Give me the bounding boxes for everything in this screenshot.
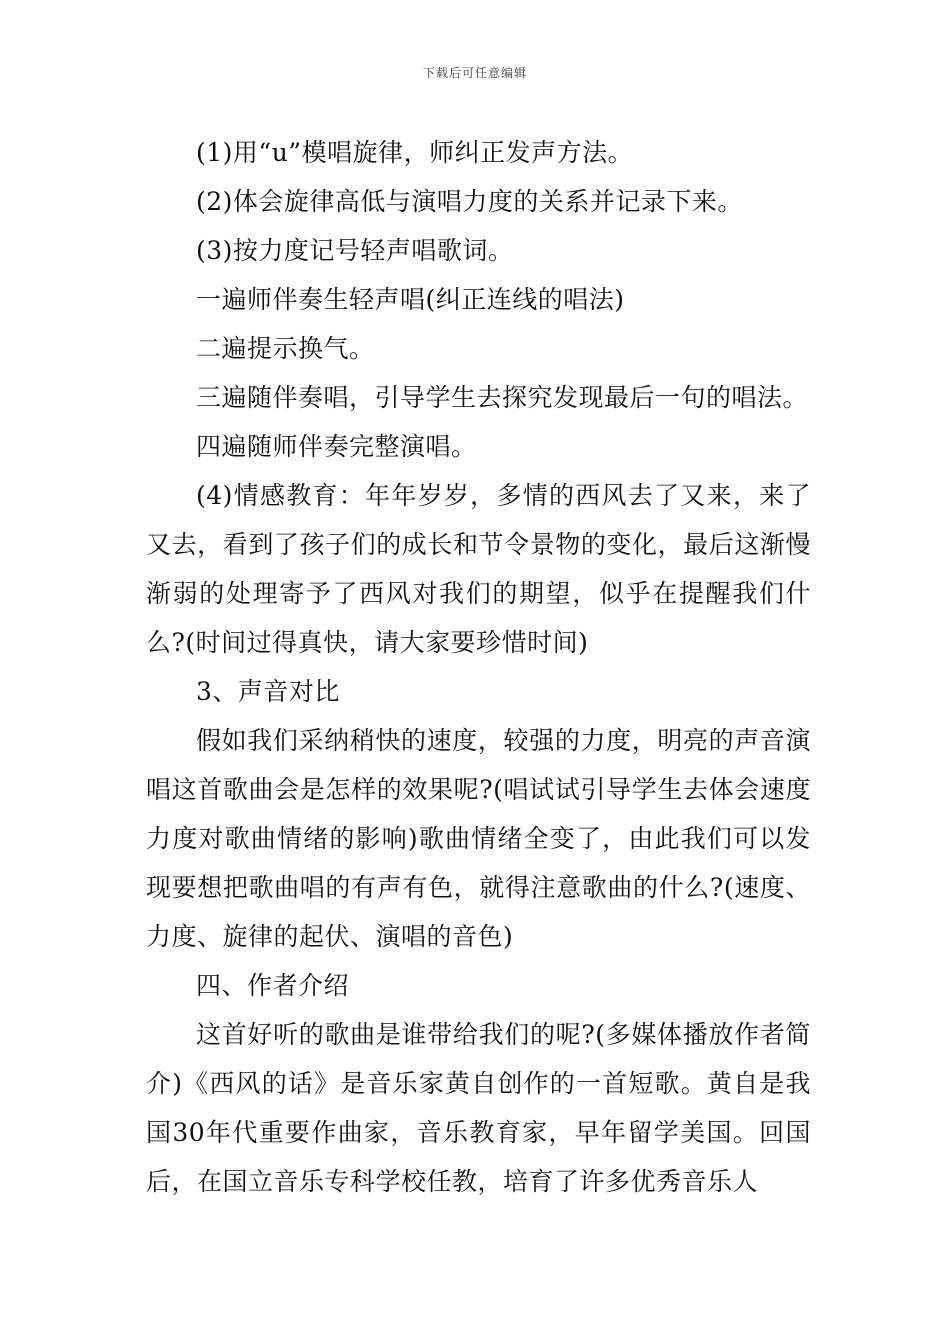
paragraph-first-pass: 一遍师伴奏生轻声唱(纠正连线的唱法): [196, 285, 625, 314]
paragraph-second-pass: 二遍提示换气。: [196, 334, 375, 363]
paragraph-third-pass: 三遍随伴奏唱，引导学生去探究发现最后一句的唱法。: [196, 383, 809, 412]
paragraph-sound-contrast: 假如我们采纳稍快的速度，较强的力度，明亮的声音演唱这首歌曲会是怎样的效果呢?(唱试试引导学生去体会速度力度对歌曲情绪的影响)歌曲情绪全变了，由此我们可以发现要想把歌曲唱的有声有色，就得注意歌曲的什么?(速度、力度、旋律的起伏、演唱的音色): [146, 726, 811, 951]
section-heading-author: 四、作者介绍: [196, 971, 350, 1000]
section-heading-sound-contrast: 3、声音对比: [196, 677, 340, 706]
paragraph-step-3: (3)按力度记号轻声唱歌词。: [196, 236, 514, 265]
paragraph-author-intro: 这首好听的歌曲是谁带给我们的呢?(多媒体播放作者简介)《西风的话》是音乐家黄自创作的一首短歌。黄自是我国30年代重要作曲家，音乐教育家，早年留学美国。回国后，在国立音乐专科学校任教，培育了许多优秀音乐人: [146, 1020, 811, 1196]
paragraph-emotional-education: (4)情感教育：年年岁岁，多情的西风去了又来，来了又去，看到了孩子们的成长和节令景物的变化，最后这渐慢渐弱的处理寄予了西风对我们的期望，似乎在提醒我们什么?(时间过得真快，请大家要珍惜时间): [146, 481, 811, 657]
paragraph-step-1: (1)用“u”模唱旋律，师纠正发声方法。: [196, 138, 634, 167]
paragraph-fourth-pass: 四遍随师伴奏完整演唱。: [196, 432, 477, 461]
page-header: 下载后可任意编辑: [422, 66, 527, 80]
document-body: [146, 128, 811, 1206]
paragraph-step-2: (2)体会旋律高低与演唱力度的关系并记录下来。: [196, 187, 743, 216]
